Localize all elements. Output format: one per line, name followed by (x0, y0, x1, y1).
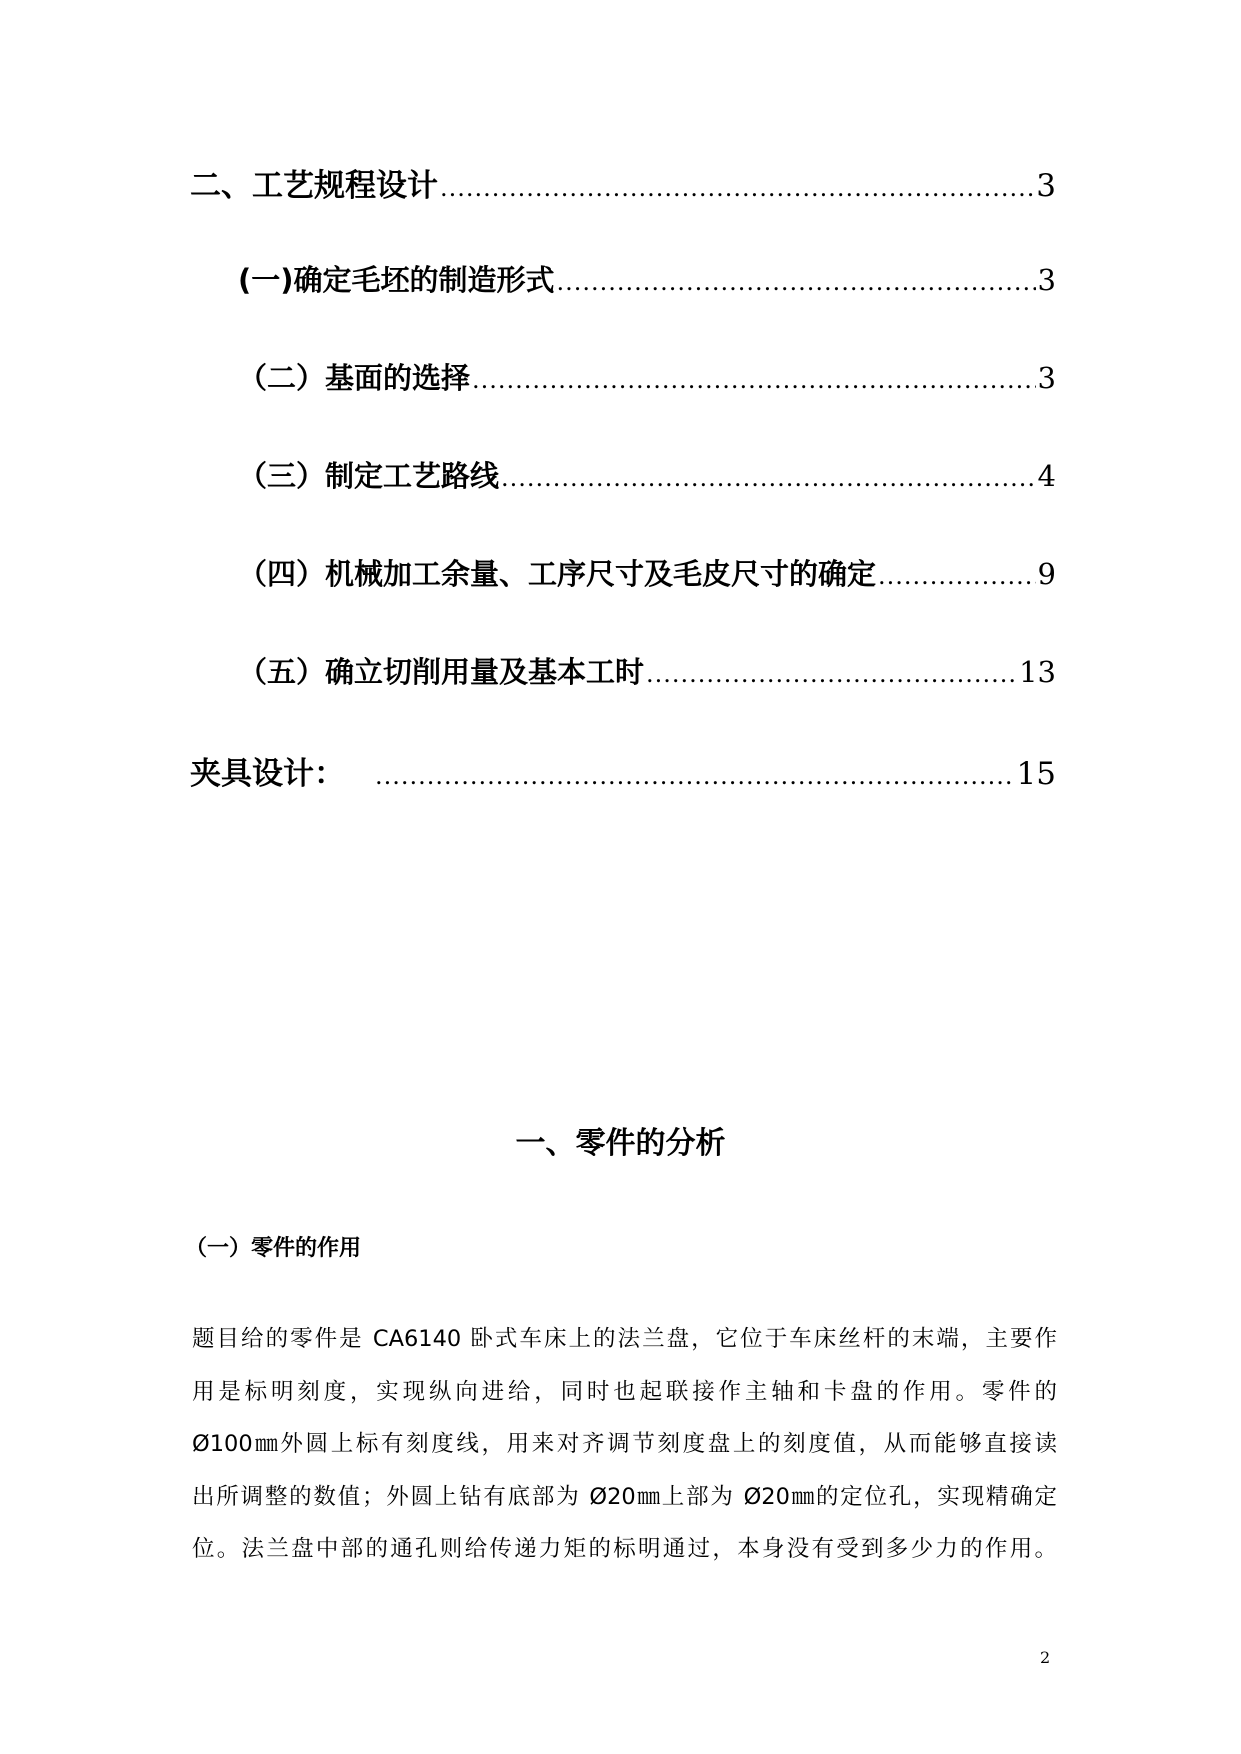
toc-dot-leader (501, 464, 1036, 492)
toc-entry[interactable] (238, 356, 1056, 397)
toc-dot-leader (646, 660, 1017, 688)
paragraph-line: Ø100㎜外圆上标有刻度线，用来对齐调节刻度盘上的刻度值，从而能够直接读 (192, 1431, 1057, 1457)
toc-dot-leader (375, 762, 1015, 790)
paragraph-line: 题目给的零件是 CA6140 卧式车床上的法兰盘，它位于车床丝杆的末端，主要作 (192, 1326, 1057, 1352)
toc-entry-page: 3 (1037, 263, 1056, 297)
section-title: 一、零件的分析 (515, 1126, 726, 1161)
paragraph-line: 位。法兰盘中部的通孔则给传递力矩的标明通过，本身没有受到多少力的作用。 (192, 1536, 1057, 1562)
toc-dot-leader (440, 174, 1034, 202)
toc-entry-label: （二）基面的选择 (238, 361, 471, 395)
toc-entry-page: 4 (1037, 459, 1056, 493)
page-number: 2 (1040, 1648, 1051, 1667)
toc-entry[interactable] (238, 454, 1056, 495)
toc-entry-label: （四）机械加工余量、工序尺寸及毛皮尺寸的确定 (238, 557, 877, 591)
toc-entry-page: 3 (1037, 361, 1056, 395)
toc-entry-label: 二、工艺规程设计 (190, 168, 438, 204)
toc-entry[interactable] (238, 552, 1056, 593)
toc-entry-label: （五）确立切削用量及基本工时 (238, 655, 645, 689)
subsection-title: （一）零件的作用 (185, 1236, 362, 1261)
toc-entry-label: (一)确定毛坯的制造形式 (238, 263, 555, 297)
toc-dot-leader (878, 562, 1036, 590)
toc-dot-leader (557, 268, 1036, 296)
toc-entry[interactable] (190, 160, 1056, 205)
toc-entry-label: （三）制定工艺路线 (238, 459, 500, 493)
toc-dot-leader (472, 366, 1036, 394)
toc-entry-page: 3 (1036, 168, 1056, 204)
toc-entry-label: 夹具设计： (190, 756, 345, 792)
toc-entry[interactable] (238, 650, 1056, 691)
paragraph-line: 用是标明刻度，实现纵向进给，同时也起联接作主轴和卡盘的作用。零件的 (192, 1378, 1057, 1405)
toc-entry[interactable] (190, 748, 1056, 793)
paragraph-line: 出所调整的数值；外圆上钻有底部为 Ø20㎜上部为 Ø20㎜的定位孔，实现精确定 (192, 1483, 1057, 1510)
toc-entry-page: 13 (1019, 655, 1056, 689)
toc-entry[interactable] (238, 258, 1056, 299)
toc-entry-page: 9 (1037, 557, 1056, 591)
toc-entry-page: 15 (1016, 756, 1056, 792)
body-paragraph (192, 1313, 1057, 1576)
